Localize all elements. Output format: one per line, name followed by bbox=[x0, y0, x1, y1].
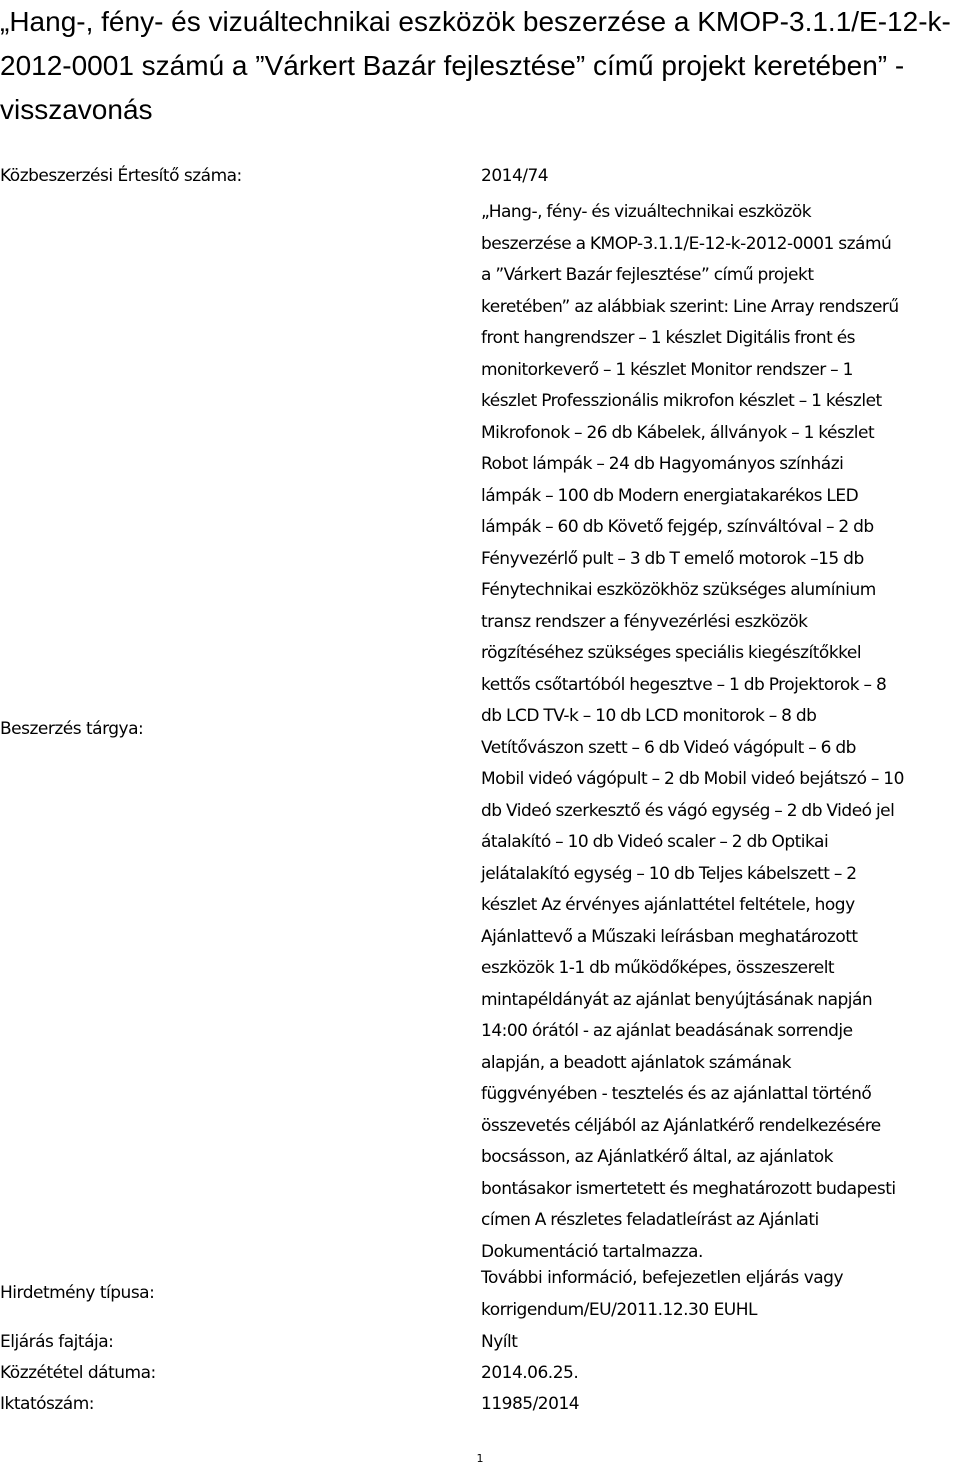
beszerzes-targya-line: Mikrofonok – 26 db Kábelek, állványok – 1 készlet bbox=[481, 422, 875, 443]
kozzetetel-datuma-label: Közzététel dátuma: bbox=[0, 1363, 156, 1383]
beszerzes-targya-label: Beszerzés tárgya: bbox=[0, 719, 144, 739]
beszerzes-targya-line: Ajánlattevő a Műszaki leírásban meghatározott bbox=[481, 926, 858, 947]
beszerzes-targya-line: Dokumentáció tartalmazza. bbox=[481, 1241, 703, 1262]
beszerzes-targya-value bbox=[481, 197, 960, 1268]
beszerzes-targya-line: rögzítéséhez szükséges speciális kiegészítőkkel bbox=[481, 643, 862, 663]
beszerzes-targya-line: Mobil videó vágópult – 2 db Mobil videó bejátszó – 10 bbox=[481, 769, 904, 789]
hirdetmeny-tipusa-label: Hirdetmény típusa: bbox=[0, 1283, 155, 1303]
beszerzes-targya-line: db Videó szerkesztő és vágó egység – 2 db Videó jel bbox=[481, 800, 895, 821]
eljaras-fajtaja-value: Nyílt bbox=[481, 1332, 518, 1352]
beszerzes-targya-line: keretében” az alábbiak szerint: Line Array rendszerű bbox=[481, 296, 899, 317]
beszerzes-targya-line: bontásakor ismertetett és meghatározott budapesti bbox=[481, 1178, 896, 1199]
beszerzes-targya-line: „Hang-, fény- és vizuáltechnikai eszközök bbox=[481, 202, 812, 222]
hirdetmeny-tipusa-value-line-1: További információ, befejezetlen eljárás vagy bbox=[481, 1268, 844, 1288]
beszerzes-targya-line: eszközök 1-1 db működőképes, összeszerelt bbox=[481, 958, 835, 978]
beszerzes-targya-line: jelátalakító egység – 10 db Teljes kábelszett – 2 bbox=[481, 863, 857, 884]
beszerzes-targya-line: lámpák – 60 db Követő fejgép, színváltóval – 2 db bbox=[481, 517, 874, 537]
beszerzes-targya-line: kettős csőtartóból hegesztve – 1 db Projektorok – 8 bbox=[481, 674, 887, 695]
kozbeszerzesi-ertesito-value: 2014/74 bbox=[481, 166, 549, 186]
beszerzes-targya-line: front hangrendszer – 1 készlet Digitális front és bbox=[481, 328, 856, 348]
iktatoszam-label: Iktatószám: bbox=[0, 1394, 94, 1414]
beszerzes-targya-line: Robot lámpák – 24 db Hagyományos színházi bbox=[481, 454, 844, 474]
beszerzes-targya-line: bocsásson, az Ajánlatkérő által, az ajánlatok bbox=[481, 1147, 833, 1167]
beszerzes-targya-line: Fénytechnikai eszközökhöz szükséges alumínium bbox=[481, 580, 876, 600]
beszerzes-targya-line: mintapéldányát az ajánlat benyújtásának napján bbox=[481, 989, 873, 1010]
beszerzes-targya-line: db LCD TV-k – 10 db LCD monitorok – 8 db bbox=[481, 706, 817, 726]
beszerzes-targya-line: lámpák – 100 db Modern energiatakarékos LED bbox=[481, 485, 859, 506]
beszerzes-targya-line: címen A részletes feladatleírást az Ajánlati bbox=[481, 1210, 819, 1230]
beszerzes-targya-line: készlet Az érvényes ajánlattétel feltétele, hogy bbox=[481, 895, 855, 915]
iktatoszam-value: 11985/2014 bbox=[481, 1394, 580, 1414]
beszerzes-targya-line: a ”Várkert Bazár fejlesztése” című projekt bbox=[481, 265, 814, 285]
kozzetetel-datuma-value: 2014.06.25. bbox=[481, 1363, 579, 1383]
eljaras-fajtaja-label: Eljárás fajtája: bbox=[0, 1332, 114, 1352]
beszerzes-targya-line: készlet Professzionális mikrofon készlet – 1 készlet bbox=[481, 391, 882, 411]
beszerzes-targya-line: beszerzése a KMOP-3.1.1/E-12-k-2012-0001 számú bbox=[481, 233, 892, 254]
beszerzes-targya-line: összevetés céljából az Ajánlatkérő rendelkezésére bbox=[481, 1115, 881, 1136]
hirdetmeny-tipusa-value-line-2: korrigendum/EU/2011.12.30 EUHL bbox=[481, 1300, 758, 1320]
beszerzes-targya-line: alapján, a beadott ajánlatok számának bbox=[481, 1052, 791, 1073]
kozbeszerzesi-ertesito-label: Közbeszerzési Értesítő száma: bbox=[0, 166, 242, 186]
beszerzes-targya-line: monitorkeverő – 1 készlet Monitor rendszer – 1 bbox=[481, 359, 853, 380]
page-number: 1 bbox=[476, 1452, 484, 1465]
beszerzes-targya-line: transz rendszer a fényvezérlési eszközök bbox=[481, 611, 808, 632]
beszerzes-targya-line: 14:00 órától - az ajánlat beadásának sorrendje bbox=[481, 1021, 853, 1041]
beszerzes-targya-line: átalakító – 10 db Videó scaler – 2 db Optikai bbox=[481, 832, 829, 852]
beszerzes-targya-line: függvényében - tesztelés és az ajánlattal történő bbox=[481, 1084, 872, 1104]
beszerzes-targya-line: Vetítővászon szett – 6 db Videó vágópult – 6 db bbox=[481, 737, 856, 758]
beszerzes-targya-line: Fényvezérlő pult – 3 db T emelő motorok –15 db bbox=[481, 548, 864, 569]
document-title: „Hang-, fény- és vizuáltechnikai eszközök beszerzése a KMOP-3.1.1/E-12-k-2012-0001 számú a ”Várkert Bazár fejlesztése” című projekt keretében” - visszavonás bbox=[0, 6, 951, 125]
